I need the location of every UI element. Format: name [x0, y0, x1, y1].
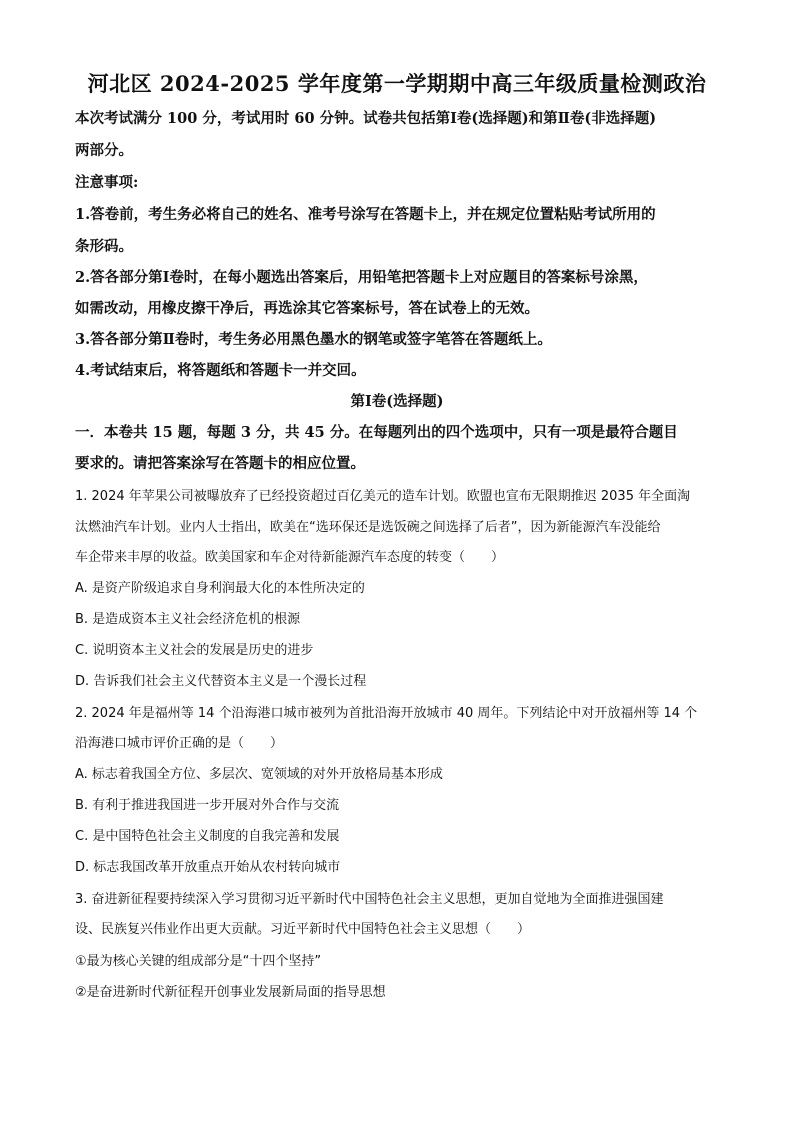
question-1-option-c: C. 说明资本主义社会的发展是历史的进步	[75, 643, 314, 658]
section-instruction-line-1: 一．本卷共 15 题，每题 3 分，共 45 分。在每题列出的四个选项中，只有一项是最符合题目	[75, 424, 678, 441]
notice-item-2-line-2: 如需改动，用橡皮擦干净后，再选涂其它答案标号，答在试卷上的无效。	[75, 300, 539, 317]
notice-item-1-line-2: 条形码。	[75, 238, 133, 255]
question-1-option-d: D. 告诉我们社会主义代替资本主义是一个漫长过程	[75, 674, 367, 689]
question-2-line-1: 2. 2024 年是福州等 14 个沿海港口城市被列为首批沿海开放城市 40 周年。下列结论中对开放福州等 14 个	[75, 706, 698, 721]
notice-item-4: 4.考试结束后，将答题纸和答题卡一并交回。	[75, 362, 366, 379]
question-1-option-b: B. 是造成资本主义社会经济危机的根源	[75, 612, 301, 627]
question-3-line-1: 3. 奋进新征程要持续深入学习贯彻习近平新时代中国特色社会主义思想，更加自觉地为全面推进强国建	[75, 892, 664, 907]
notice-heading: 注意事项:	[75, 174, 139, 191]
page-title: 河北区 2024-2025 学年度第一学期期中高三年级质量检测政治	[87, 71, 707, 96]
question-1-option-a: A. 是资产阶级追求自身利润最大化的本性所决定的	[75, 581, 365, 596]
question-2-option-c: C. 是中国特色社会主义制度的自我完善和发展	[75, 829, 340, 844]
question-1-line-3: 车企带来丰厚的收益。欧美国家和车企对待新能源汽车态度的转变（ ）	[75, 550, 505, 565]
question-3-statement-1: ①最为核心关键的组成部分是“十四个坚持”	[75, 954, 322, 969]
question-2-option-b: B. 有利于推进我国进一步开展对外合作与交流	[75, 798, 340, 813]
question-3-statement-2: ②是奋进新时代新征程开创事业发展新局面的指导思想	[75, 985, 386, 1000]
notice-item-1-line-1: 1.答卷前，考生务必将自己的姓名、准考号涂写在答题卡上，并在规定位置粘贴考试所用的	[75, 206, 656, 223]
question-2-option-a: A. 标志着我国全方位、多层次、宽领域的对外开放格局基本形成	[75, 767, 443, 782]
question-3-line-2: 设、民族复兴伟业作出更大贡献。习近平新时代中国特色社会主义思想（ ）	[75, 922, 531, 937]
section-title: 第Ⅰ卷(选择题)	[350, 393, 444, 410]
question-2-line-2: 沿海港口城市评价正确的是（ ）	[75, 736, 284, 751]
intro-line-2: 两部分。	[75, 142, 133, 159]
notice-item-2-line-1: 2.答各部分第Ⅰ卷时，在每小题选出答案后，用铅笔把答题卡上对应题目的答案标号涂黑，	[75, 269, 648, 286]
intro-line-1: 本次考试满分 100 分，考试用时 60 分钟。试卷共包括第Ⅰ卷(选择题)和第Ⅱ卷(非选择题)	[75, 110, 657, 127]
notice-item-3: 3.答各部分第Ⅱ卷时，考生务必用黑色墨水的钢笔或签字笔答在答题纸上。	[75, 331, 552, 348]
question-1-line-1: 1. 2024 年苹果公司被曝放弃了已经投资超过百亿美元的造车计划。欧盟也宣布无限期推迟 2035 年全面淘	[75, 489, 691, 504]
question-1-line-2: 汰燃油汽车计划。业内人士指出，欧美在“选环保还是选饭碗之间选择了后者”，因为新能源汽车没能给	[75, 520, 661, 535]
question-2-option-d: D. 标志我国改革开放重点开始从农村转向城市	[75, 860, 341, 875]
section-instruction-line-2: 要求的。请把答案涂写在答题卡的相应位置。	[75, 455, 365, 472]
